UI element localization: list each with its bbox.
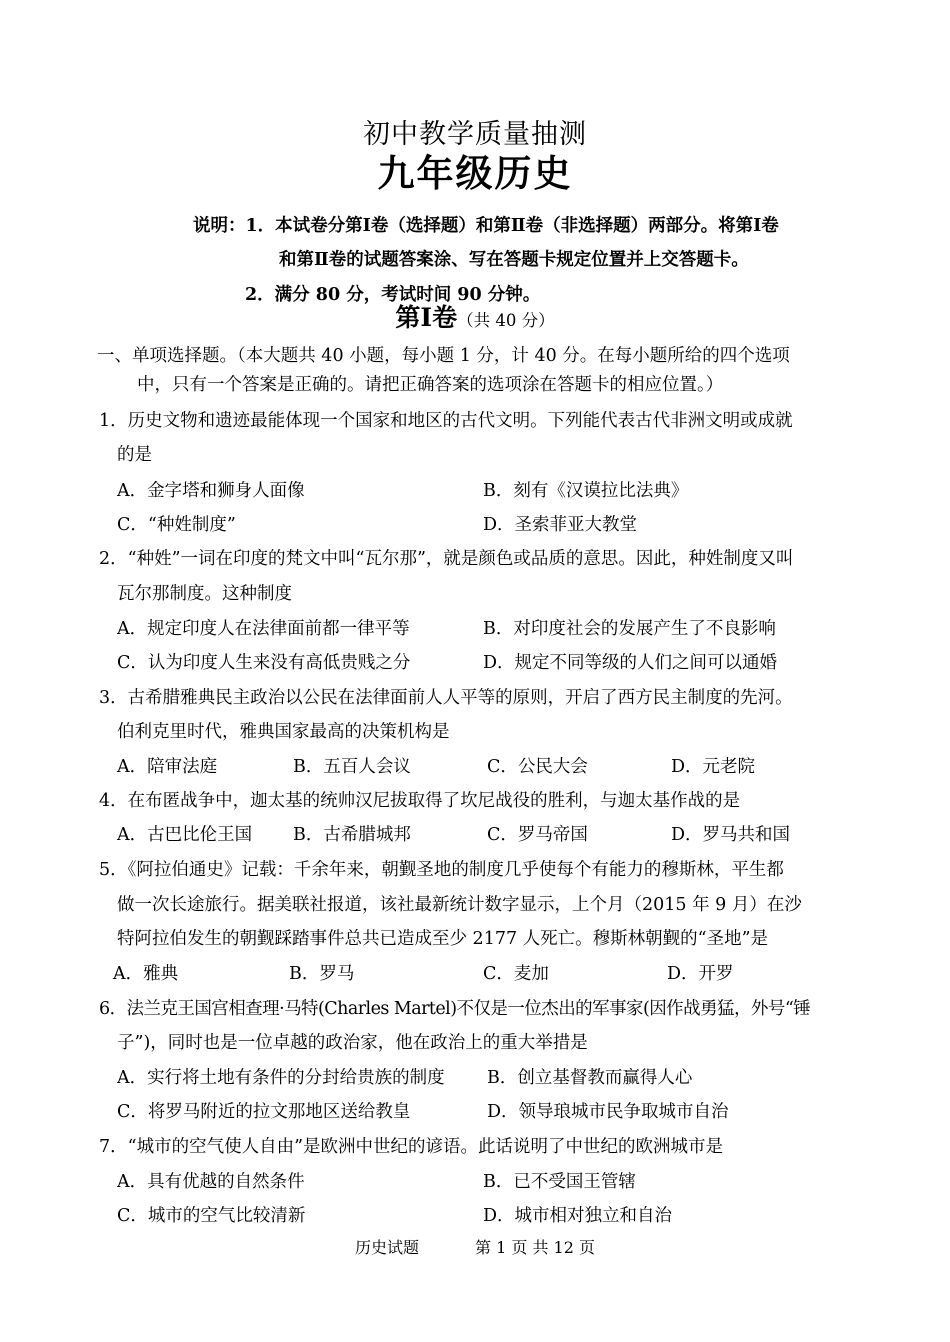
question-4-stem: 4．在布匿战争中，迦太基的统帅汉尼拔取得了坎尼战役的胜利，与迦太基作战的是 — [99, 791, 741, 811]
instructions-line-2: 和第Ⅱ卷的试题答案涂、写在答题卡规定位置并上交答题卡。 — [279, 250, 749, 270]
question-7-option-c: C．城市的空气比较清新 — [117, 1206, 306, 1226]
question-1-option-a: A．金字塔和狮身人面像 — [117, 481, 305, 501]
question-4-option-c: C．罗马帝国 — [487, 825, 588, 845]
question-6-option-c: C．将罗马附近的拉文那地区送给教皇 — [117, 1102, 411, 1122]
question-2-option-c: C．认为印度人生来没有高低贵贱之分 — [117, 653, 411, 673]
question-3-option-a: A．陪审法庭 — [117, 757, 218, 777]
question-2-option-b: B．对印度社会的发展产生了不良影响 — [483, 619, 776, 639]
page-footer — [0, 1235, 950, 1258]
instructions-line-1: 说明：1．本试卷分第Ⅰ卷（选择题）和第Ⅱ卷（非选择题）两部分。将第Ⅰ卷 — [193, 216, 779, 236]
question-7-stem: 7．“城市的空气使人自由”是欧洲中世纪的谚语。此话说明了中世纪的欧洲城市是 — [99, 1137, 724, 1157]
question-7-option-d: D．城市相对独立和自治 — [483, 1206, 673, 1226]
question-1-stem-cont: 的是 — [117, 445, 152, 465]
question-5-option-c: C．麦加 — [483, 964, 549, 984]
question-3-option-d: D．元老院 — [671, 757, 756, 777]
question-5-stem: 5．《阿拉伯通史》记载：千余年来，朝觐圣地的制度几乎使每个有能力的穆斯林，平生都 — [99, 860, 784, 880]
question-1-option-b: B．刻有《汉谟拉比法典》 — [483, 481, 689, 501]
question-5-stem-cont-1: 做一次长途旅行。据美联社报道，该社最新统计数字显示，上个月（2015 年 9 月）在沙 — [117, 895, 802, 915]
footer-page-number: 第 1 页 共 12 页 — [475, 1238, 595, 1257]
question-3-option-b: B．五百人会议 — [293, 757, 411, 777]
question-3-stem-cont: 伯利克里时代，雅典国家最高的决策机构是 — [117, 722, 450, 742]
question-6-option-a: A．实行将土地有条件的分封给贵族的制度 — [117, 1068, 445, 1088]
question-2-stem: 2．“种姓”一词在印度的梵文中叫“瓦尔那”，就是颜色或品质的意思。因此，种姓制度又叫 — [99, 549, 794, 569]
question-4-option-d: D．罗马共和国 — [671, 825, 791, 845]
question-2-stem-cont: 瓦尔那制度。这种制度 — [117, 584, 292, 604]
part-intro-line-2: 中，只有一个答案是正确的。请把正确答案的选项涂在答题卡的相应位置。） — [137, 375, 724, 395]
instructions-line-3: 2．满分 80 分，考试时间 90 分钟。 — [245, 285, 541, 305]
question-6-stem: 6．法兰克王国宫相查理·马特(Charles Martel)不仅是一位杰出的军事家(因作战勇猛，外号“锤 — [99, 999, 811, 1019]
footer-subject: 历史试题 — [355, 1238, 420, 1257]
question-6-option-d: D．领导琅城市民争取城市自治 — [487, 1102, 729, 1122]
question-7-option-b: B．已不受国王管辖 — [483, 1172, 636, 1192]
question-1-option-c: C．“种姓制度” — [117, 515, 236, 535]
question-3-stem: 3．古希腊雅典民主政治以公民在法律面前人人平等的原则，开启了西方民主制度的先河。 — [99, 688, 793, 708]
question-5-option-a: A．雅典 — [113, 964, 179, 984]
section-points: （共 40 分） — [457, 311, 555, 330]
question-7-option-a: A．具有优越的自然条件 — [117, 1172, 305, 1192]
section-heading — [0, 298, 950, 334]
exam-subject-title: 九年级历史 — [377, 151, 573, 195]
question-5-option-d: D．开罗 — [667, 964, 734, 984]
question-6-option-b: B．创立基督教而赢得人心 — [487, 1068, 693, 1088]
section-title: 第Ⅰ卷 — [395, 303, 458, 332]
question-6-stem-cont: 子”)，同时也是一位卓越的政治家，他在政治上的重大举措是 — [117, 1033, 588, 1053]
question-2-option-a: A．规定印度人在法律面前都一律平等 — [117, 619, 410, 639]
part-intro-line-1: 一、单项选择题。（本大题共 40 小题，每小题 1 分，计 40 分。在每小题所给的四个选项 — [97, 346, 790, 366]
question-4-option-b: B．古希腊城邦 — [293, 825, 411, 845]
exam-title: 初中教学质量抽测 — [363, 119, 587, 150]
question-1-option-d: D．圣索菲亚大教堂 — [483, 515, 638, 535]
question-3-option-c: C．公民大会 — [487, 757, 588, 777]
question-5-option-b: B．罗马 — [289, 964, 355, 984]
question-2-option-d: D．规定不同等级的人们之间可以通婚 — [483, 653, 778, 673]
question-1-stem: 1．历史文物和遗迹最能体现一个国家和地区的古代文明。下列能代表古代非洲文明或成就 — [99, 411, 793, 431]
question-5-stem-cont-2: 特阿拉伯发生的朝觐踩踏事件总共已造成至少 2177 人死亡。穆斯林朝觐的“圣地”是 — [117, 929, 769, 949]
question-4-option-a: A．古巴比伦王国 — [117, 825, 253, 845]
